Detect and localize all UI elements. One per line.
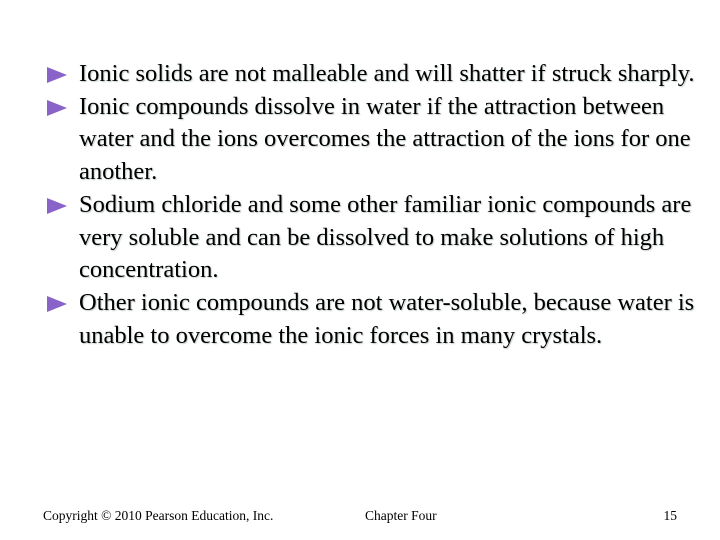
bullet-text: Ionic compounds dissolve in water if the attraction between water and the ions overcomes the attraction of the ions for one another. — [79, 92, 691, 186]
bullet-list — [45, 58, 695, 352]
footer-copyright: Copyright © 2010 Pearson Education, Inc. — [43, 508, 274, 523]
bullet-item — [45, 58, 695, 91]
bullet-text: Sodium chloride and some other familiar ionic compounds are very soluble and can be dissolved to make solutions of high concentration. — [79, 190, 692, 284]
footer-page-number: 15 — [663, 508, 677, 523]
bullet-text: Other ionic compounds are not water-soluble, because water is unable to overcome the ionic forces in many crystals. — [79, 288, 695, 349]
triangle-bullet-icon — [47, 67, 67, 83]
triangle-bullet-icon — [47, 198, 67, 214]
triangle-bullet-icon — [47, 100, 67, 116]
bullet-item — [45, 189, 695, 287]
footer-chapter: Chapter Four — [365, 508, 437, 523]
bullet-text: Ionic solids are not malleable and will shatter if struck sharply. — [79, 60, 695, 87]
triangle-bullet-icon — [47, 296, 67, 312]
bullet-item — [45, 287, 695, 352]
bullet-item — [45, 91, 695, 189]
